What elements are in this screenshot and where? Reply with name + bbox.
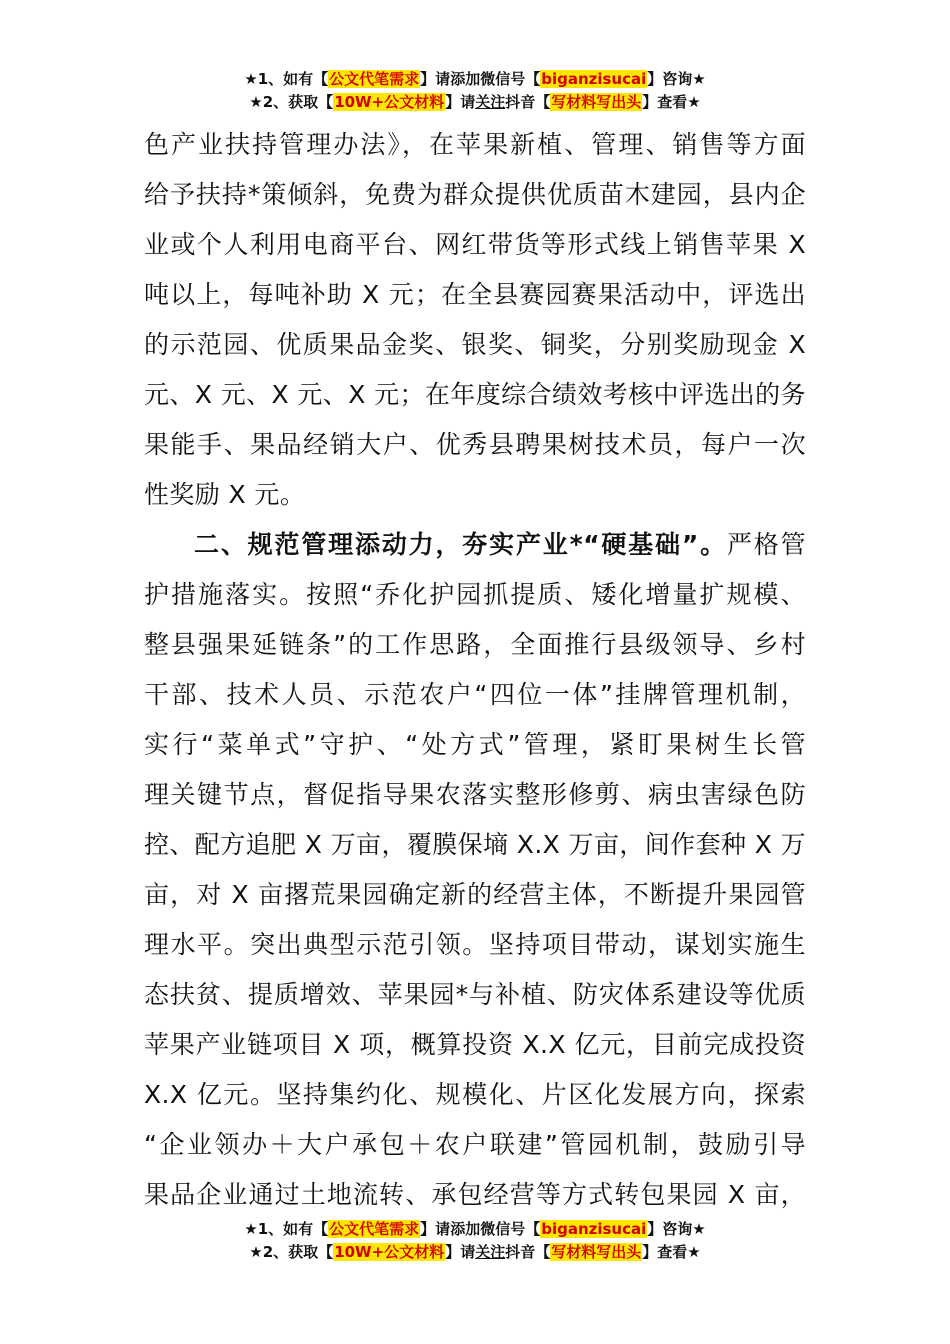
body-line: 果能手、果品经销大户、优秀县聘果树技术员，每户一次 [144,430,806,459]
douyin-account: 写材料写出头 [551,93,642,111]
body-text: 严格管 [726,530,806,559]
banner-line-1 [0,1218,950,1241]
banner-text: ★2、获取【 [249,93,334,111]
banner-text: 添加 [450,1220,481,1238]
banner-line-1 [0,68,950,91]
banner-line-2 [0,91,950,114]
body-line: “企业领办＋大户承包＋农户联建”管园机制，鼓励引导 [144,1130,806,1159]
banner-text: 】查看★ [642,1243,701,1261]
body-line: 色产业扶持管理办法》，在苹果新植、管理、销售等方面 [144,130,806,159]
banner-text: 关注 [475,1243,506,1261]
body-line: 理水平。突出典型示范引领。坚持项目带动，谋划实施生 [144,930,806,959]
highlight-text: 公文代笔需求 [329,1220,420,1238]
body-line: 态扶贫、提质增效、苹果园*与补植、防灾体系建设等优质 [144,980,806,1009]
body-line: 给予扶持*策倾斜，免费为群众提供优质苗木建园，县内企 [144,180,806,209]
body-line: 实行“菜单式”守护、“处方式”管理，紧盯果树生长管 [144,730,806,759]
banner-text: 微信号【 [480,1220,541,1238]
footer-banner [0,1218,950,1264]
body-line: 护措施落实。按照“乔化护园抓提质、矮化增量扩规模、 [144,580,806,609]
banner-text: 】咨询★ [647,70,706,88]
header-banner [0,68,950,114]
body-line: 元、X 元、X 元、X 元；在年度综合绩效考核中评选出的务 [144,380,806,409]
banner-text: 抖音【 [505,1243,551,1261]
body-line: 苹果产业链项目 X 项，概算投资 X.X 亿元，目前完成投资 [144,1030,806,1059]
body-line: 业或个人利用电商平台、网红带货等形式线上销售苹果 X [144,230,806,259]
highlight-text: 10W+公文材料 [334,93,445,111]
body-line: 果品企业通过土地流转、承包经营等方式转包果园 X 亩， [144,1180,806,1209]
section-heading: 二、规范管理添动力，夯实产业*“硬基础”。 [194,530,727,559]
body-line: 的示范园、优质果品金奖、银奖、铜奖，分别奖励现金 X [144,330,806,359]
document-body [144,120,806,1220]
highlight-text: 10W+公文材料 [334,1243,445,1261]
banner-text: 】请 [420,1220,451,1238]
body-line: 吨以上，每吨补助 X 元；在全县赛园赛果活动中，评选出 [144,280,806,309]
section-heading-line [144,520,806,570]
banner-text: 】咨询★ [647,1220,706,1238]
body-line: 控、配方追肥 X 万亩，覆膜保墒 X.X 万亩，间作套种 X 万 [144,830,806,859]
body-line: 亩，对 X 亩撂荒果园确定新的经营主体，不断提升果园管 [144,880,806,909]
body-line: 理关键节点，督促指导果农落实整形修剪、病虫害绿色防 [144,780,806,809]
body-line: 干部、技术人员、示范农户“四位一体”挂牌管理机制， [144,680,806,709]
banner-line-2 [0,1241,950,1264]
banner-text: ★2、获取【 [249,1243,334,1261]
wechat-id: biganzisucai [541,1220,647,1238]
douyin-account: 写材料写出头 [551,1243,642,1261]
banner-text: 微信号【 [480,70,541,88]
banner-text: 】请 [445,1243,476,1261]
banner-text: ★1、如有【 [244,1220,329,1238]
banner-text: 】请 [420,70,451,88]
banner-text: 抖音【 [505,93,551,111]
body-line: 性奖励 X 元。 [144,480,306,509]
banner-text: 】查看★ [642,93,701,111]
banner-text: 关注 [475,93,506,111]
wechat-id: biganzisucai [541,70,647,88]
body-line: X.X 亿元。坚持集约化、规模化、片区化发展方向，探索 [144,1080,806,1109]
banner-text: ★1、如有【 [244,70,329,88]
banner-text: 添加 [450,70,481,88]
highlight-text: 公文代笔需求 [329,70,420,88]
body-line: 整县强果延链条”的工作思路，全面推行县级领导、乡村 [144,630,806,659]
banner-text: 】请 [445,93,476,111]
